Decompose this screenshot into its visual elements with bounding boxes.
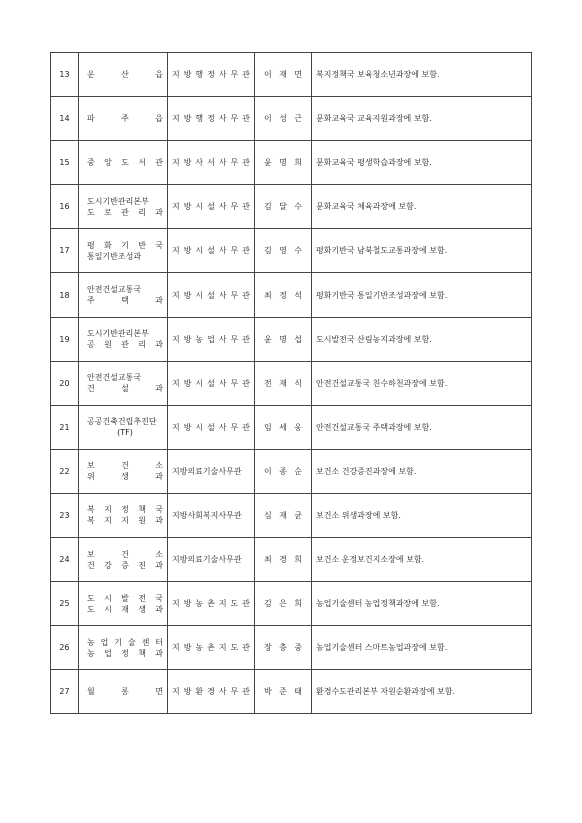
department-line: 공 원 관 리 과 [87,340,163,350]
department-line: 안전건설교통국 [87,373,142,383]
name-text: 심 재 균 [264,510,302,520]
rank-cell [168,538,255,582]
row-number: 16 [51,185,79,229]
rank-cell [168,53,255,97]
table-row [51,361,532,405]
rank-text: 지 방 시 설 사 무 관 [172,378,250,388]
assignment-table [50,52,532,714]
row-number: 15 [51,141,79,185]
row-number: 19 [51,317,79,361]
department-cell [79,141,168,185]
assignment-note: 평화기반국 남북철도교통과장에 보함. [312,229,532,273]
name-cell [255,229,312,273]
name-text: 윤 명 희 [264,158,302,168]
rank-cell [168,626,255,670]
table-row [51,97,532,141]
assignment-note: 농업기술센터 스마트농업과장에 보함. [312,626,532,670]
assignment-note: 안전건설교통국 친수하천과장에 보함. [312,361,532,405]
table-row [51,273,532,317]
rank-cell [168,185,255,229]
assignment-note: 환경수도관리본부 자원순환과장에 보함. [312,670,532,714]
department-cell [79,229,168,273]
rank-text: 지방의료기술사무관 [172,555,242,565]
rank-text: 지 방 시 설 사 무 관 [172,290,250,300]
name-text: 김 영 수 [264,246,302,256]
department-cell [79,449,168,493]
name-cell [255,538,312,582]
name-cell [255,141,312,185]
name-text: 박 준 태 [264,687,302,697]
rank-text: 지 방 행 정 사 무 관 [172,114,250,124]
name-cell [255,449,312,493]
department-line: 도시기반관리본부 [87,329,149,339]
rank-text: 지 방 행 정 사 무 관 [172,70,250,80]
department-line: 주 택 과 [87,296,163,306]
rank-cell [168,493,255,537]
row-number: 24 [51,538,79,582]
assignment-note: 보건소 운정보건지소장에 보함. [312,538,532,582]
rank-text: 지 방 환 경 사 무 관 [172,687,250,697]
rank-cell [168,405,255,449]
name-text: 임 세 웅 [264,422,302,432]
rank-cell [168,273,255,317]
assignment-note: 문화교육국 체육과장에 보함. [312,185,532,229]
row-number: 17 [51,229,79,273]
table-row [51,317,532,361]
assignment-note: 보건소 위생과장에 보함. [312,493,532,537]
department-line: 건 설 과 [87,384,163,394]
name-text: 이 성 근 [264,114,302,124]
name-cell [255,185,312,229]
department-line: 파 주 읍 [87,114,163,124]
name-cell [255,97,312,141]
department-line: 위 생 과 [87,472,163,482]
name-text: 이 종 순 [264,466,302,476]
department-line: 공공건축건립추진단 [87,417,157,427]
assignment-note: 평화기반국 통일기반조성과장에 보함. [312,273,532,317]
rank-text: 지 방 농 촌 지 도 관 [172,643,250,653]
assignment-note: 문화교육국 교육지원과장에 보함. [312,97,532,141]
assignment-note: 문화교육국 평생학습과장에 보함. [312,141,532,185]
name-text: 윤 명 섭 [264,334,302,344]
department-line: 중 앙 도 서 관 [87,158,163,168]
row-number: 27 [51,670,79,714]
name-cell [255,670,312,714]
row-number: 23 [51,493,79,537]
department-cell [79,670,168,714]
department-line: 도 로 관 리 과 [87,207,163,217]
table-row [51,141,532,185]
row-number: 14 [51,97,79,141]
department-cell [79,361,168,405]
rank-text: 지 방 사 서 사 무 관 [172,158,250,168]
row-number: 13 [51,53,79,97]
row-number: 22 [51,449,79,493]
rank-cell [168,141,255,185]
rank-text: 지 방 농 업 사 무 관 [172,334,250,344]
rank-cell [168,317,255,361]
department-cell [79,273,168,317]
department-line: 월 롱 면 [87,687,163,697]
department-cell [79,53,168,97]
table-row [51,405,532,449]
department-line: 도 시 재 생 과 [87,604,163,614]
rank-cell [168,229,255,273]
name-text: 최 정 석 [264,290,302,300]
department-cell [79,317,168,361]
name-cell [255,626,312,670]
department-line: (TF) [117,428,133,438]
table-row [51,53,532,97]
department-cell [79,405,168,449]
rank-text: 지 방 시 설 사 무 관 [172,202,250,212]
table-row [51,582,532,626]
rank-cell [168,449,255,493]
department-cell [79,493,168,537]
rank-cell [168,361,255,405]
name-text: 김 달 수 [264,202,302,212]
name-text: 전 재 식 [264,378,302,388]
department-line: 평 화 기 반 국 [87,240,163,250]
name-cell [255,493,312,537]
department-cell [79,538,168,582]
table-row [51,493,532,537]
name-cell [255,53,312,97]
department-line: 복 지 지 원 과 [87,516,163,526]
name-text: 장 충 중 [264,643,302,653]
department-line: 도 시 발 전 국 [87,593,163,603]
department-cell [79,582,168,626]
rank-text: 지 방 농 촌 지 도 관 [172,599,250,609]
assignment-note: 보건소 건강증진과장에 보함. [312,449,532,493]
department-line: 건 강 증 진 과 [87,560,163,570]
assignment-note: 농업기술센터 농업정책과장에 보함. [312,582,532,626]
table-row [51,185,532,229]
department-line: 농 업 정 책 과 [87,648,163,658]
row-number: 20 [51,361,79,405]
row-number: 18 [51,273,79,317]
department-line: 농 업 기 술 센 터 [87,637,163,647]
rank-text: 지 방 시 설 사 무 관 [172,246,250,256]
name-cell [255,273,312,317]
department-line: 도시기반관리본부 [87,196,149,206]
name-cell [255,317,312,361]
name-cell [255,361,312,405]
table-row [51,670,532,714]
department-cell [79,626,168,670]
department-cell [79,185,168,229]
department-line: 통일기반조성과 [87,251,142,261]
table-row [51,449,532,493]
department-line: 운 산 읍 [87,70,163,80]
rank-cell [168,97,255,141]
department-line: 보 건 소 [87,549,163,559]
name-text: 이 재 면 [264,70,302,80]
assignment-table-body [51,53,532,714]
department-cell [79,97,168,141]
department-line: 안전건설교통국 [87,285,142,295]
name-cell [255,582,312,626]
assignment-note: 복지정책국 보육청소년과장에 보함. [312,53,532,97]
table-row [51,538,532,582]
rank-cell [168,670,255,714]
rank-cell [168,582,255,626]
name-cell [255,405,312,449]
department-line: 복 지 정 책 국 [87,505,163,515]
rank-text: 지방사회복지사무관 [172,510,242,520]
row-number: 21 [51,405,79,449]
assignment-note: 안전건설교통국 주택과장에 보함. [312,405,532,449]
table-row [51,229,532,273]
row-number: 26 [51,626,79,670]
department-line: 보 건 소 [87,461,163,471]
rank-text: 지방의료기술사무관 [172,466,242,476]
name-text: 김 은 희 [264,599,302,609]
table-row [51,626,532,670]
assignment-note: 도시발전국 산림농지과장에 보함. [312,317,532,361]
rank-text: 지 방 시 설 사 무 관 [172,422,250,432]
row-number: 25 [51,582,79,626]
name-text: 최 경 희 [264,555,302,565]
